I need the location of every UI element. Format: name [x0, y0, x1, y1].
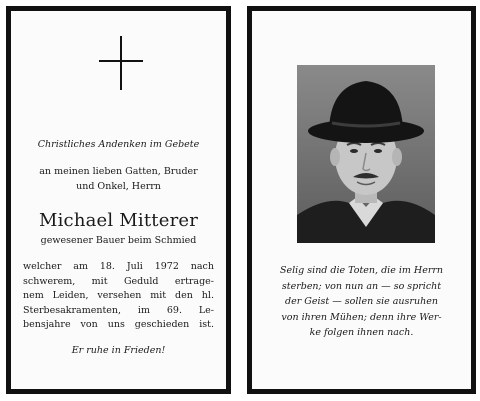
verse-line: der Geist — sollen sie ausruhen: [285, 296, 438, 307]
dedication-line: an meinen lieben Gatten, Bruder: [39, 166, 198, 177]
memorial-card-right: [247, 6, 476, 394]
obituary-body: [23, 260, 214, 333]
verse-line: sterben; von nun an — so spricht: [281, 280, 442, 292]
occupation: gewesener Bauer beim Schmied: [40, 235, 197, 246]
portrait-photo-image: [297, 65, 435, 243]
deceased-name: Michael Mitterer: [38, 210, 199, 231]
verse-line: von ihren Mühen; denn ihre Wer-: [281, 311, 442, 323]
dedication: [11, 164, 226, 194]
closing-blessing: Er ruhe in Frieden!: [71, 345, 166, 356]
dedication-line: und Onkel, Herrn: [76, 181, 161, 192]
body-line: nem Leiden, versehen mit den hl.: [23, 290, 214, 301]
cross-icon: [99, 36, 143, 90]
memorial-card-left: [6, 6, 231, 394]
verse-line: Selig sind die Toten, die im Herrn: [279, 265, 444, 276]
heading: Christliches Andenken im Gebete: [37, 139, 200, 150]
bible-verse: [262, 263, 461, 341]
body-line: Sterbesakramenten, im 69. Le-: [23, 304, 214, 316]
verse-line: ke folgen ihnen nach.: [309, 327, 414, 338]
body-line: welcher am 18. Juli 1972 nach: [23, 261, 214, 272]
body-line: bensjahre von uns geschieden ist.: [23, 319, 214, 330]
portrait-photo: [297, 65, 435, 243]
body-line: schwerem, mit Geduld ertrage-: [23, 275, 214, 287]
